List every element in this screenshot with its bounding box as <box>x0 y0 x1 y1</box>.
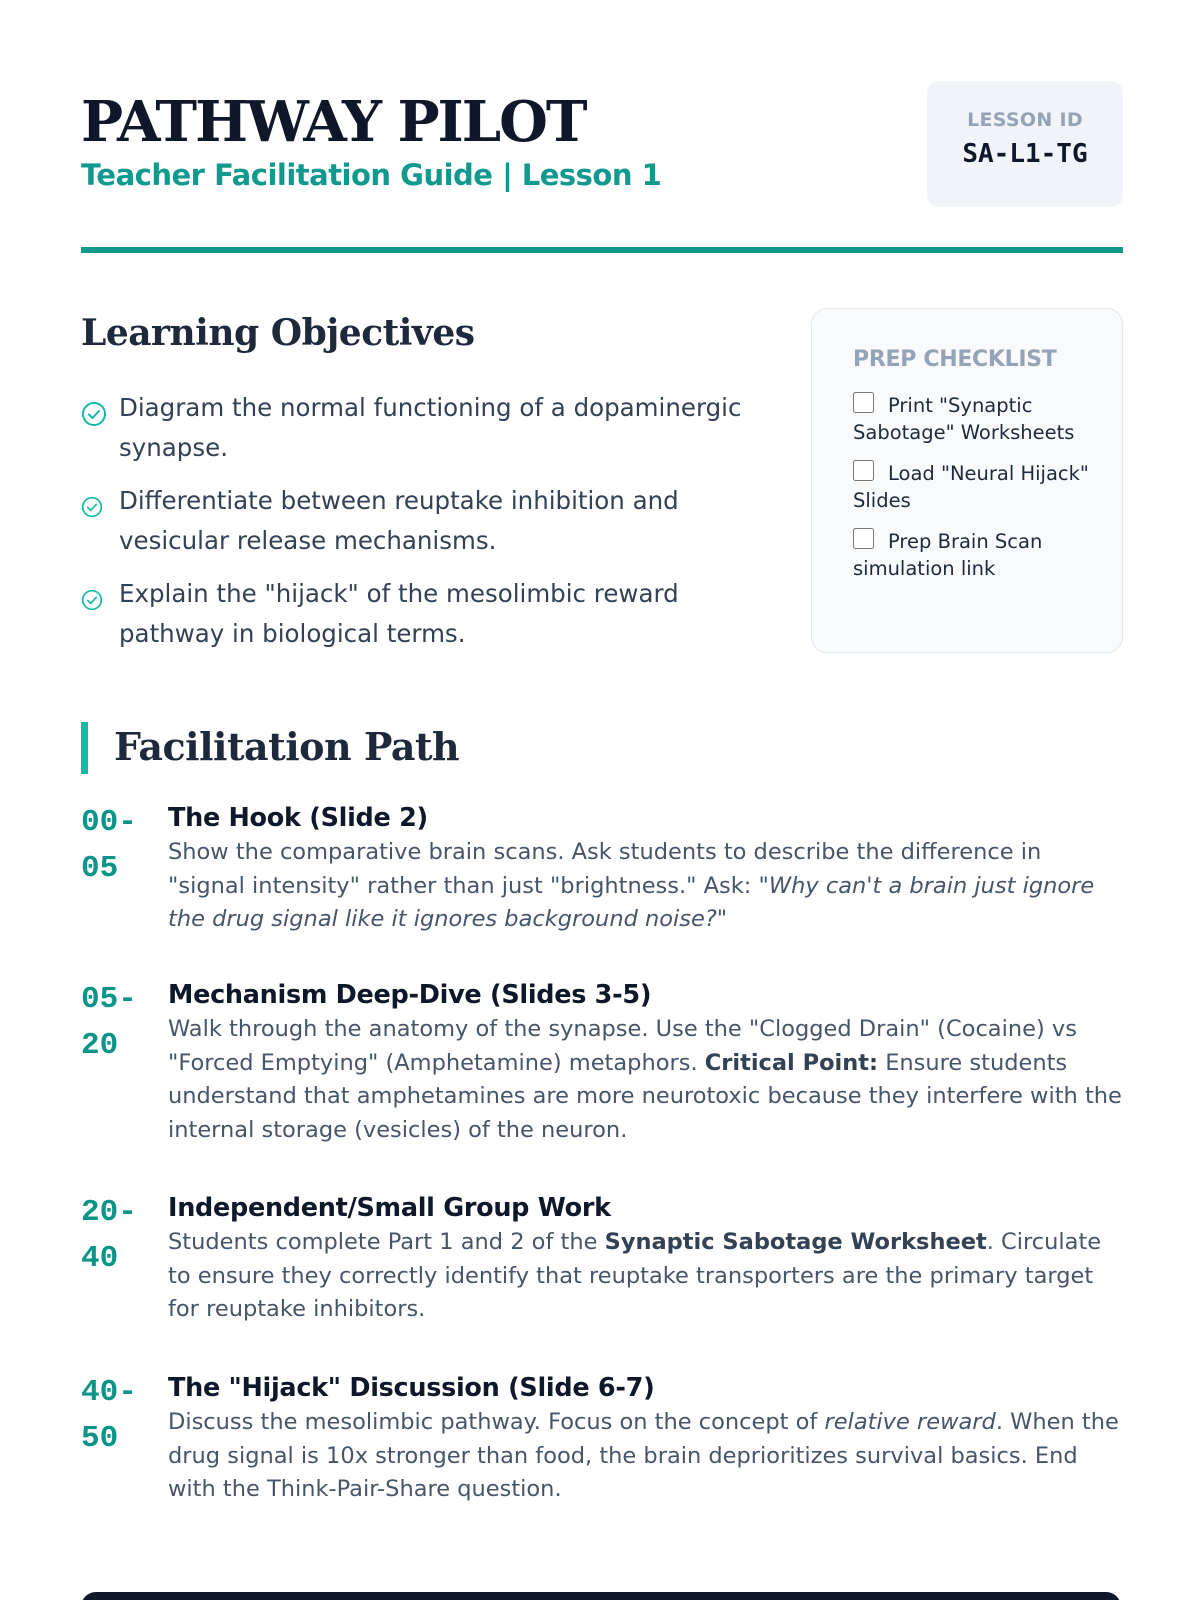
objective-item <box>81 388 771 468</box>
step-emphasis: Critical Point: <box>704 1049 879 1076</box>
step-time: 20- 40 <box>81 1195 137 1276</box>
step-body <box>168 1190 1123 1327</box>
lesson-id-box <box>927 81 1123 207</box>
lesson-id-label: LESSON ID <box>967 109 1083 131</box>
footer-bar <box>81 1592 1121 1600</box>
step-title: Mechanism Deep-Dive (Slides 3-5) <box>168 980 652 1010</box>
prep-checklist-title: PREP CHECKLIST <box>853 347 1057 372</box>
check-circle-icon <box>81 589 103 611</box>
objective-item <box>81 574 771 654</box>
step-time: 40- 50 <box>81 1375 137 1456</box>
check-circle-icon <box>81 401 107 427</box>
step-description <box>168 1226 1123 1327</box>
teacher-guide-page <box>81 0 1123 1600</box>
step-text-part: Show the comparative brain scans. Ask students to describe the difference in "signal intensity" rather than just "brightness." Ask: <box>168 839 1042 899</box>
step-title: The "Hijack" Discussion (Slide 6-7) <box>168 1373 655 1403</box>
step-emphasis: Synaptic Sabotage Worksheet <box>604 1229 987 1255</box>
lesson-id-value: SA-L1-TG <box>962 139 1088 169</box>
step-emphasis: relative reward <box>824 1409 996 1435</box>
step-description <box>168 836 1123 937</box>
step-body <box>168 1370 1123 1507</box>
step-body <box>168 977 1123 1147</box>
prep-checklist-item <box>853 460 1092 514</box>
facilitation-heading: Facilitation Path <box>114 724 460 769</box>
step-description <box>168 1013 1123 1147</box>
step-title: The Hook (Slide 2) <box>168 803 428 833</box>
step-text-part: Walk through the anatomy of the synapse. Use the "Clogged Drain" (Cocaine) vs "Forced Emptying" (Amphetamine) metaphors. <box>168 1016 1077 1076</box>
objective-text: Diagram the normal functioning of a dopaminergic synapse. <box>119 393 742 462</box>
check-circle-icon <box>81 496 103 518</box>
step-text-part: . Circulate to ensure they correctly identify that reuptake transporters are the primary target for reuptake inhibitors. <box>168 1229 1102 1322</box>
brand-title: PATHWAY PILOT <box>81 89 586 155</box>
step-text-part: Ensure students understand that amphetamines are more neurotoxic because they interfere with the internal storage (vesicles) of the neuron. <box>168 1049 1122 1143</box>
step-description <box>168 1406 1123 1507</box>
step-title: Independent/Small Group Work <box>168 1193 611 1223</box>
prep-checklist-card <box>811 308 1123 653</box>
objective-item <box>81 481 771 561</box>
guide-subtitle: Teacher Facilitation Guide | Lesson 1 <box>81 158 662 192</box>
step-text-part: Students complete Part 1 and 2 of the <box>168 1229 605 1255</box>
prep-checkbox-worksheets[interactable] <box>853 392 874 413</box>
objective-text: Explain the "hijack" of the mesolimbic reward pathway in biological terms. <box>119 579 679 648</box>
step-question: "Why can't a brain just ignore the drug signal like it ignores background noise?" <box>168 872 1095 932</box>
prep-checkbox-slides[interactable] <box>853 460 874 481</box>
prep-checklist-item <box>853 528 1092 582</box>
step-text-part: . When the drug signal is 10x stronger than food, the brain deprioritizes survival basics. End with the Think-Pair-Share question. <box>168 1409 1119 1502</box>
objective-text: Differentiate between reuptake inhibition and vesicular release mechanisms. <box>119 486 679 555</box>
step-time: 05- 20 <box>81 982 137 1063</box>
step-body <box>168 800 1123 937</box>
step-text-part: Discuss the mesolimbic pathway. Focus on the concept of <box>168 1409 825 1435</box>
prep-checklist-item <box>853 392 1092 446</box>
objectives-heading: Learning Objectives <box>81 312 475 354</box>
prep-item-label: Load "Neural Hijack" Slides <box>853 462 1089 512</box>
header-divider <box>81 247 1123 253</box>
objectives-list <box>81 388 771 667</box>
prep-item-label: Prep Brain Scan simulation link <box>853 530 1043 580</box>
prep-checkbox-simulation[interactable] <box>853 528 874 549</box>
prep-item-label: Print "Synaptic Sabotage" Worksheets <box>853 394 1075 444</box>
step-time: 00- 05 <box>81 805 137 886</box>
page-header <box>81 90 1123 250</box>
facilitation-accent-bar <box>81 722 88 774</box>
